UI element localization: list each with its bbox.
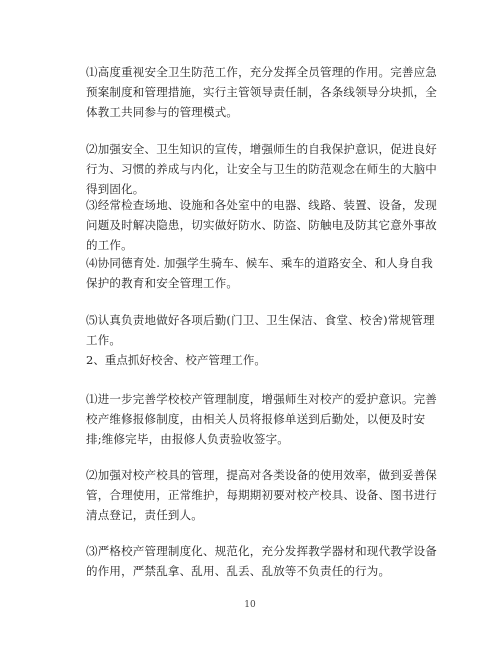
section-paragraph-3: ⑶严格校产管理制度化、规范化，充分发挥教学器材和现代教学设备的作用，严禁乱拿、乱用、乱丢、乱放等不负责任的行为。	[86, 544, 437, 578]
paragraph-1: ⑴高度重视安全卫生防范工作，充分发挥全员管理的作用。完善应急预案制度和管理措施，实行主管领导责任制，各条线领导分块抓，全体教工共同参与的管理模式。	[86, 65, 437, 119]
paragraph-3: ⑶经常检查场地、设施和各处室中的电器、线路、装置、设备，发现问题及时解决隐患，切实做好防水、防盗、防触电及防其它意外事故的工作。	[86, 198, 437, 252]
paragraph-5: ⑸认真负责地做好各项后勤(门卫、卫生保洁、食堂、校舍)常规管理工作。	[86, 313, 435, 347]
section-heading: 2、重点抓好校舍、校产管理工作。	[86, 353, 266, 367]
paragraph-4: ⑷协同德育处. 加强学生骑车、候车、乘车的道路安全、和人身自我保护的教育和安全管理工作。	[86, 256, 434, 290]
paragraph-2: ⑵加强安全、卫生知识的宣传，增强师生的自我保护意识，促进良好行为、习惯的养成与内化，让安全与卫生的防范观念在师生的大脑中得到固化。	[86, 142, 437, 196]
section-paragraph-1: ⑴进一步完善学校校产管理制度，增强师生对校产的爱护意识。完善校产维修报修制度，由相关人员将报修单送到后勤处，以便及时安排;维修完毕，由报修人负责验收签字。	[86, 392, 437, 446]
section-paragraph-2: ⑵加强对校产校具的管理，提高对各类设备的使用效率，做到妥善保管，合理使用，正常维护，每期期初要对校产校具、设备、图书进行清点登记，责任到人。	[86, 468, 437, 522]
page-number: 10	[244, 600, 256, 610]
